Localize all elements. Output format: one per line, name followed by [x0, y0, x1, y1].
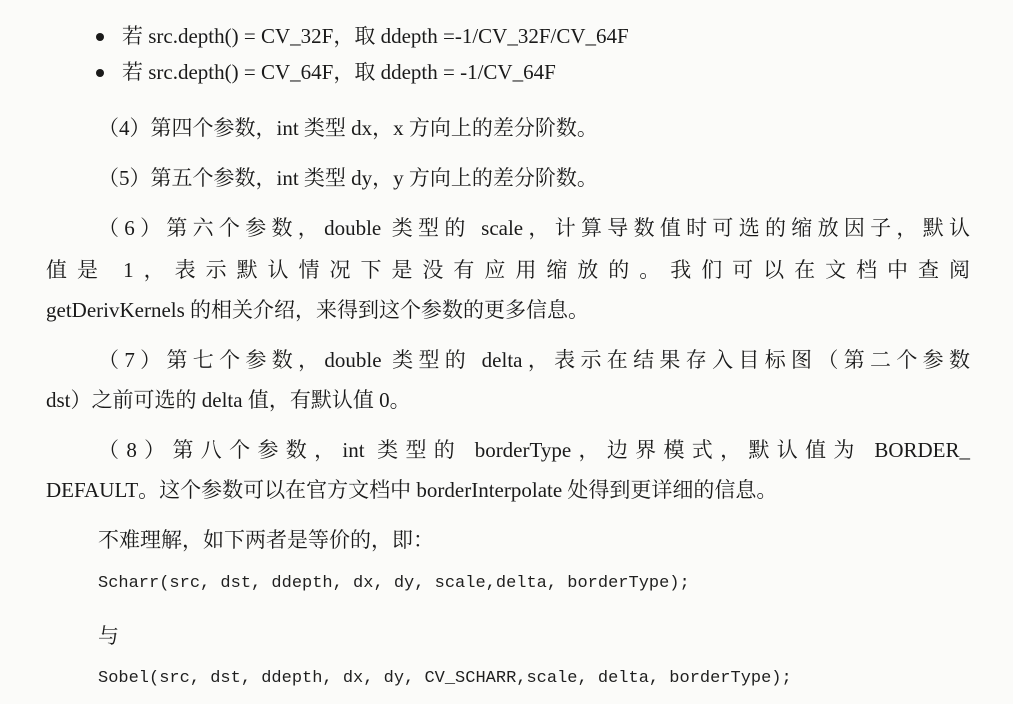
paragraph-intro: 不难理解，如下两者是等价的，即： — [98, 528, 434, 552]
paragraph-param-6-line-2: 值是 1，表示默认情况下是没有应用缩放的。我们可以在文档中查阅 — [46, 258, 970, 282]
code-scharr: Scharr(src, dst, ddepth, dx, dy, scale,delta, borderType); — [98, 574, 690, 593]
paragraph-param-6-line-1: （6）第六个参数，double 类型的 scale，计算导数值时可选的缩放因子，默认 — [98, 216, 970, 240]
paragraph-param-4: （4）第四个参数，int 类型 dx，x 方向上的差分阶数。 — [98, 116, 598, 140]
paragraph-param-8-line-1: （8）第八个参数，int 类型的 borderType，边界模式，默认值为 BORDER_ — [98, 438, 970, 462]
code-sobel: Sobel(src, dst, ddepth, dx, dy, CV_SCHARR,scale, delta, borderType); — [98, 669, 792, 688]
bullet-item-32f — [92, 18, 629, 54]
paragraph-param-8-line-2: DEFAULT。这个参数可以在官方文档中 borderInterpolate 处得到更详细的信息。 — [46, 478, 778, 502]
paragraph-param-6-line-3: getDerivKernels 的相关介绍，来得到这个参数的更多信息。 — [46, 298, 590, 322]
bullet-text: 若 src.depth() = CV_64F，取 ddepth = -1/CV_64F — [122, 60, 556, 84]
bullet-text: 若 src.depth() = CV_32F，取 ddepth =-1/CV_32F/CV_64F — [122, 24, 629, 48]
bullet-item-64f — [92, 54, 629, 90]
depth-bullet-list — [92, 18, 629, 90]
paragraph-param-7-line-1: （7）第七个参数，double 类型的 delta，表示在结果存入目标图（第二个参数 — [98, 348, 970, 372]
paragraph-param-7-line-2: dst）之前可选的 delta 值，有默认值 0。 — [46, 388, 411, 412]
paragraph-and: 与 — [98, 624, 119, 648]
paragraph-param-5: （5）第五个参数，int 类型 dy，y 方向上的差分阶数。 — [98, 166, 598, 190]
bullet-icon — [96, 33, 104, 41]
bullet-icon — [96, 69, 104, 77]
